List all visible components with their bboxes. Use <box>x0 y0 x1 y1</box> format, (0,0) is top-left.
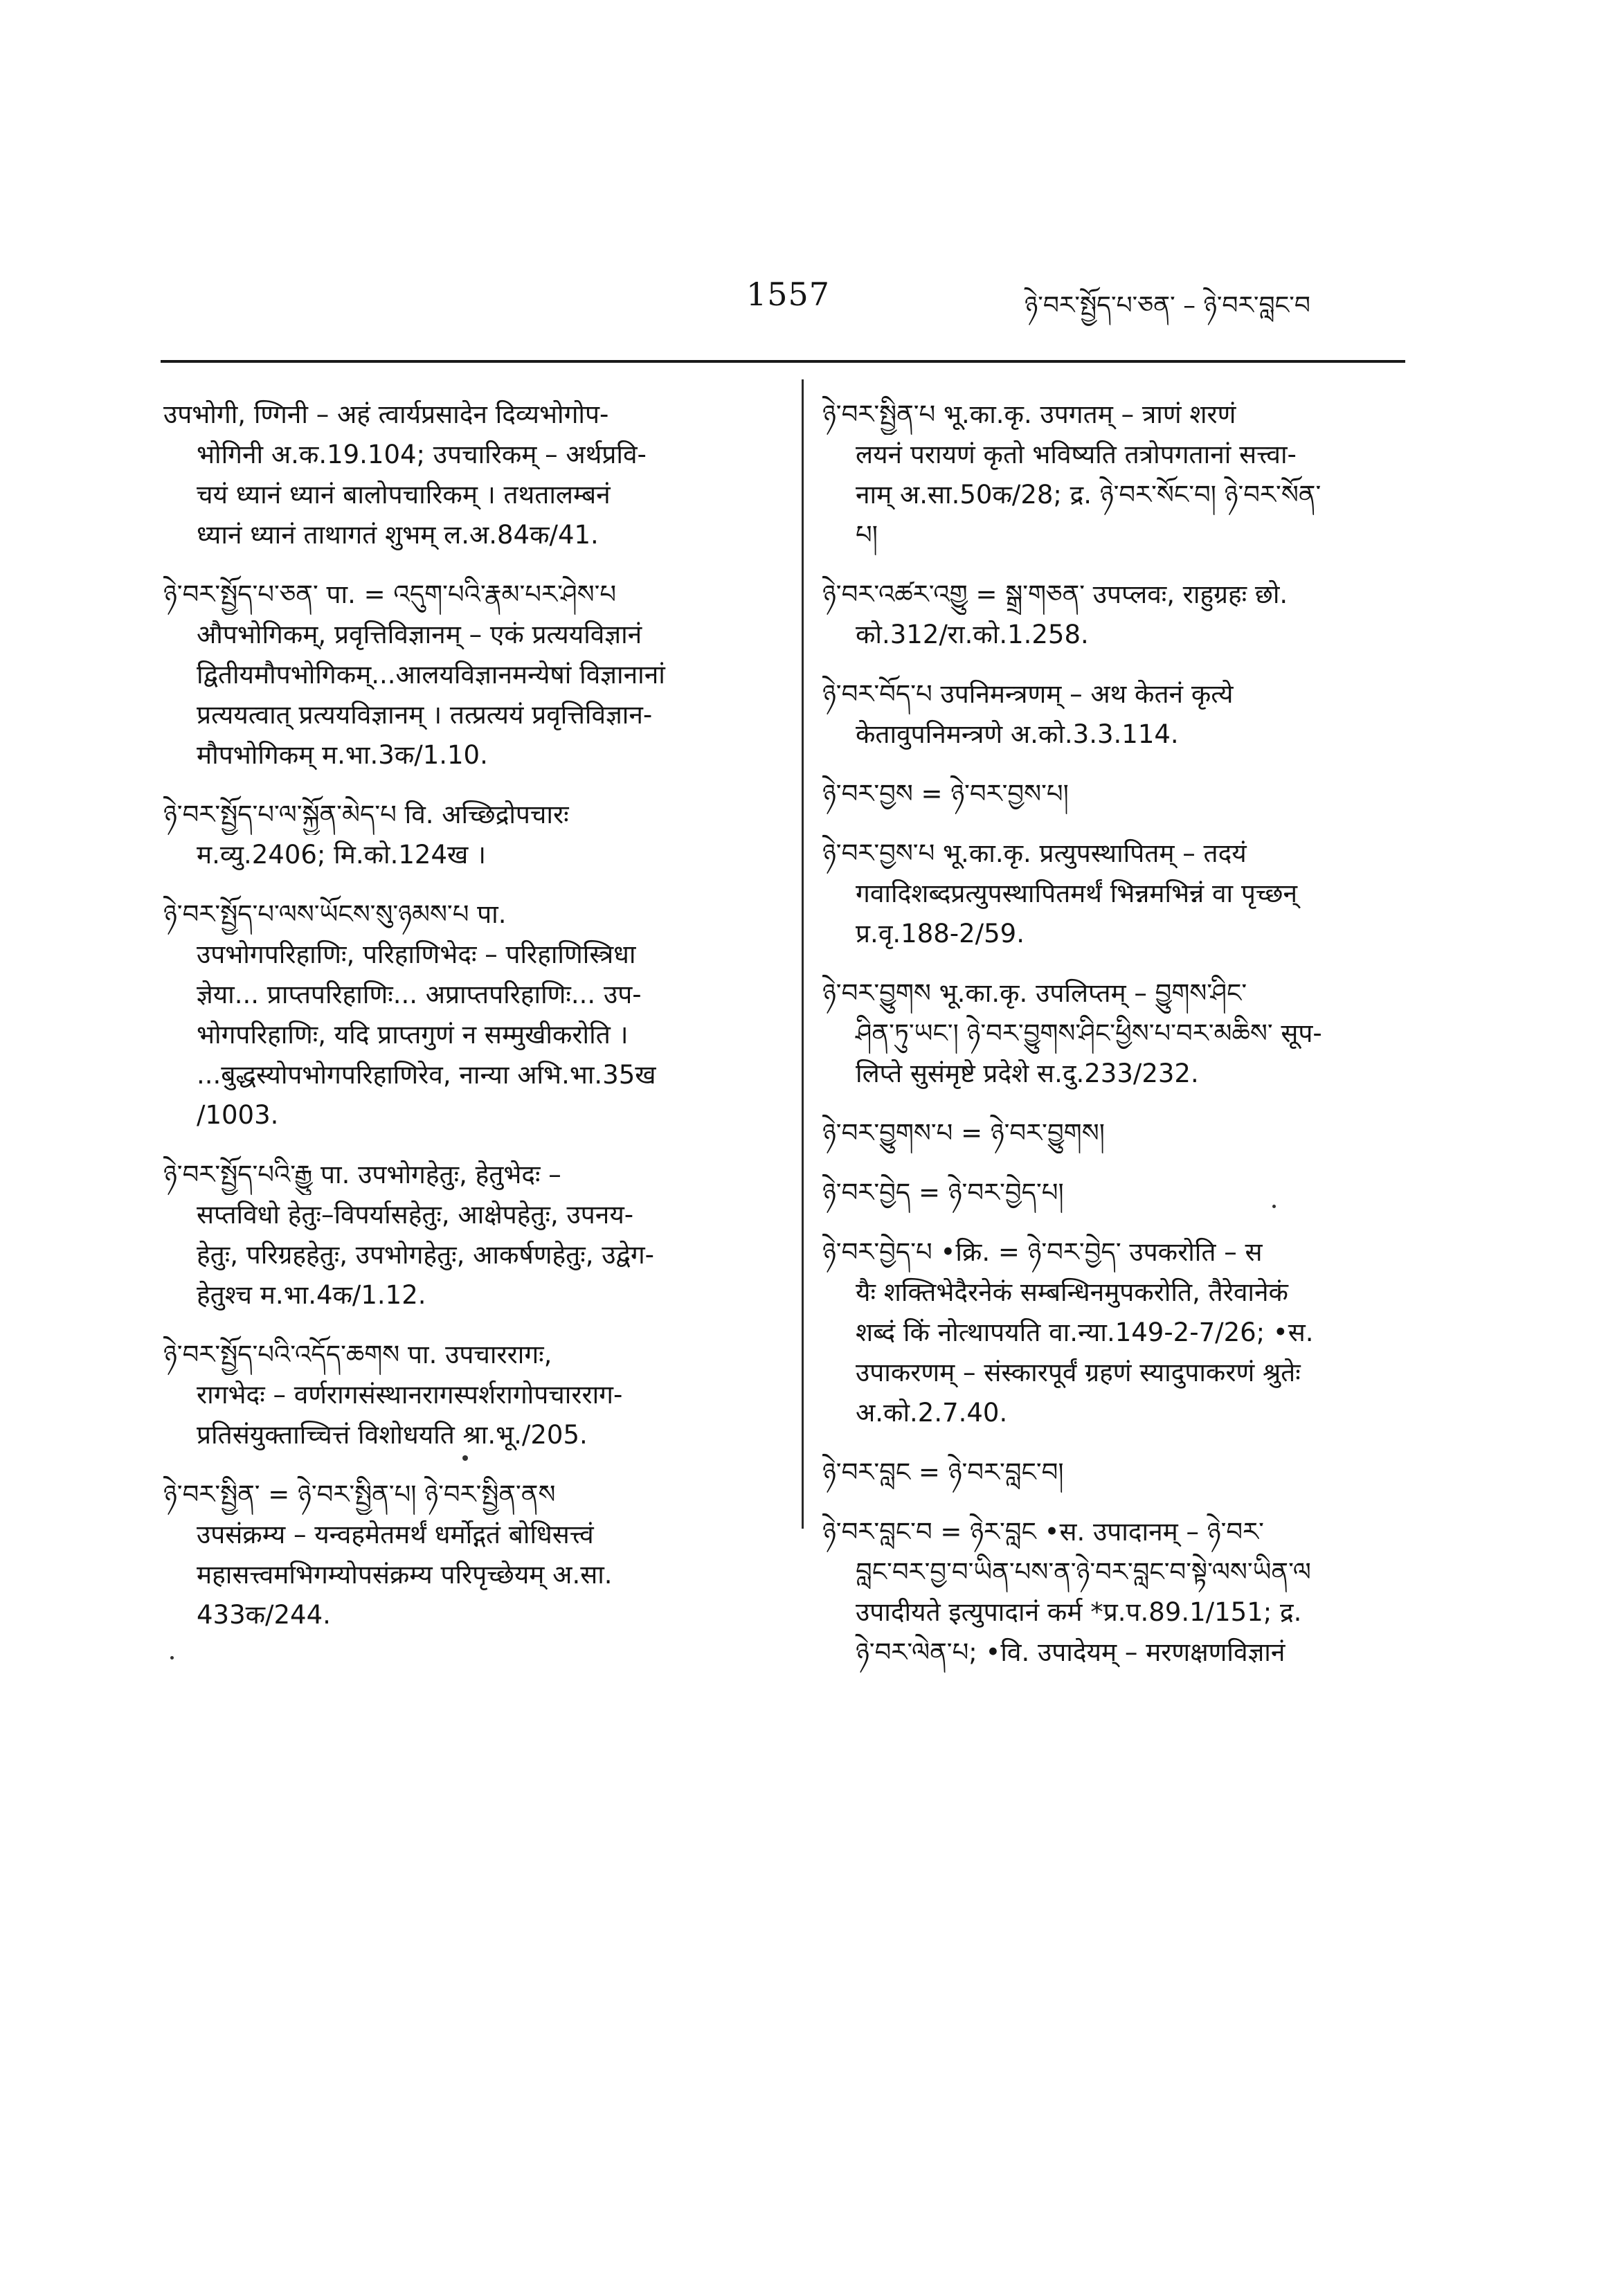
left-column <box>163 395 731 1655</box>
entry-headword-line: ཉེ་བར་སྤྱིན་པ भू.का.कृ. उपगतम् – त्राणं शरणं <box>822 399 1236 429</box>
entry-headword-line: ཉེ་བར་འཚར་འགྱུ = སྒྲ་གཅན་ उपप्लवः, राहुग्रहः छो. <box>822 579 1288 609</box>
entry-line: भोगपरिहाणिः, यदि प्राप्तगुणं न सम्मुखीकरोति । <box>197 1020 629 1050</box>
dictionary-entry <box>822 575 1404 655</box>
entry-headword-line: ཉེ་བར་སྤྱོད་པ་ཅན་ पा. = འདུག་པའི་རྣམ་པར་ཤེས་པ <box>163 579 617 609</box>
entry-line: ཤིན་ཏུ་ཡང་། ཉེ་བར་བྱུགས་ཤིང་ཕྱིས་པ་བར་མཆིས་ सूप- <box>856 1018 1322 1048</box>
entry-line: महासत्त्वमभिगम्योपसंक्रम्य परिपृच्छेयम् अ.सा. <box>197 1560 613 1590</box>
entry-headword-line: ཉེ་བར་སྤྱོད་པ་ལས་ཡོངས་སུ་ཉམས་པ पा. <box>163 899 507 929</box>
column-divider <box>802 379 804 1529</box>
entry-line: केतावुपनिमन्त्रणे अ.को.3.3.114. <box>856 719 1179 749</box>
dictionary-entry <box>822 395 1404 555</box>
entry-line: अ.को.2.7.40. <box>856 1398 1008 1428</box>
dictionary-entry <box>822 973 1404 1094</box>
entry-line: ...बुद्धस्योपभोगपरिहाणिरेव, नान्या अभि.भा.35ख <box>197 1060 656 1090</box>
entry-line: हेतुः, परिग्रहहेतुः, उपभोगहेतुः, आकर्षणहेतुः, उद्वेग- <box>197 1240 654 1270</box>
entry-line: प्र.वृ.188-2/59. <box>856 919 1025 948</box>
entry-headword-line: ཉེ་བར་སྤྱིན་ = ཉེ་བར་སྤྱིན་པ། ཉེ་བར་སྤྱིན་ནས <box>163 1480 556 1509</box>
dictionary-entry <box>822 1232 1404 1433</box>
entry-line: लिप्ते सुसंमृष्टे प्रदेशे स.दु.233/232. <box>856 1059 1199 1088</box>
entry-headword-line: ཉེ་བར་སྤྱོད་པའི་རྒྱུ पा. उपभोगहेतुः, हेतुभेदः – <box>163 1160 561 1189</box>
entry-line: सप्तविधो हेतुः–विपर्यासहेतुः, आक्षेपहेतुः, उपनय- <box>197 1200 634 1230</box>
entry-line: लयनं परायणं कृतो भविष्यति तत्रोपगतानां सत्त्वा- <box>856 440 1297 469</box>
entry-line: नाम् अ.सा.50क/28; द्र. ཉེ་བར་སོང་བ། ཉེ་བར་སོན་ <box>856 480 1321 510</box>
dictionary-entry <box>822 1453 1404 1493</box>
entry-line: हेतुश्च म.भा.4क/1.12. <box>197 1280 426 1310</box>
page-number: 1557 <box>746 276 831 313</box>
entry-headword-line: ཉེ་བར་བླང = ཉེ་བར་བླང་བ། <box>822 1457 1064 1487</box>
dictionary-entry <box>163 1155 731 1315</box>
entry-headword-line: ཉེ་བར་བྱེད་པ •क्रि. = ཉེ་བར་བྱེད་ उपकरोति – स <box>822 1237 1263 1267</box>
stray-dot <box>170 1656 174 1660</box>
entry-headword-line: ཉེ་བར་སྤྱོད་པའི་འདོད་ཆགས पा. उपचाररागः, <box>163 1340 552 1369</box>
running-head: ཉེ་བར་སྤྱོད་པ་ཅན་ – ཉེ་བར་བླང་བ <box>1025 291 1310 320</box>
entry-headword-line: ཉེ་བར་བླང་བ = ཉེར་བླང •स. उपादानम् – ཉེ་བར་ <box>822 1517 1264 1547</box>
header-rule <box>161 360 1405 363</box>
dictionary-entry <box>822 674 1404 755</box>
entry-line: ཉེ་བར་ལེན་པ; •वि. उपादेयम् – मरणक्षणविज्ञानं <box>856 1637 1285 1667</box>
entry-line: उपसंक्रम्य – यन्वहमेतमर्थं धर्मोद्गतं बोधिसत्त्वं <box>197 1520 594 1549</box>
dictionary-entry <box>163 1335 731 1455</box>
entry-headword-line: ཉེ་བར་བྱེད = ཉེ་བར་བྱེད་པ། <box>822 1178 1064 1207</box>
entry-line: པ། <box>856 520 878 550</box>
entry-line: म.व्यु.2406; मि.को.124ख । <box>197 840 487 870</box>
dictionary-entry <box>163 395 731 555</box>
entry-line: मौपभोगिकम् म.भा.3क/1.10. <box>197 740 488 770</box>
entry-line: ज्ञेया... प्राप्तपरिहाणिः... अप्राप्तपरिहाणिः... उप- <box>197 980 642 1009</box>
dictionary-entry <box>163 1475 731 1635</box>
dictionary-entry <box>163 575 731 775</box>
entry-headword-line: ཉེ་བར་བྱུགས་པ = ཉེ་བར་བྱུགས། <box>822 1118 1105 1148</box>
entry-headword-line: ཉེ་བར་བྱུགས भू.का.कृ. उपलिप्तम् – བྱུགས་ཤིང་ <box>822 978 1247 1008</box>
entry-headword-line: ཉེ་བར་སྤྱོད་པ་ལ་སྐྱོན་མེད་པ वि. अच्छिद्रोपचारः <box>163 800 569 829</box>
entry-line: उपभोगपरिहाणिः, परिहाणिभेदः – परिहाणिस्त्रिधा <box>197 939 636 969</box>
entry-line: प्रतिसंयुक्ताच्चित्तं विशोधयति श्रा.भू./205. <box>197 1420 588 1450</box>
entry-headword-line: ཉེ་བར་བོད་པ उपनिमन्त्रणम् – अथ केतनं कृत्ये <box>822 679 1234 709</box>
entry-line: द्वितीयमौपभोगिकम्...आलयविज्ञानमन्येषां विज्ञानानां <box>197 660 665 690</box>
entry-line: रागभेदः – वर्णरागसंस्थानरागस्पर्शरागोपचारराग- <box>197 1380 623 1410</box>
dictionary-entry <box>822 1173 1404 1213</box>
entry-headword-line: ཉེ་བར་བྱས = ཉེ་བར་བྱས་པ། <box>822 779 1069 809</box>
entry-line: प्रत्ययत्वात् प्रत्ययविज्ञानम् । तत्प्रत्ययं प्रवृत्तिविज्ञान- <box>197 700 653 730</box>
dictionary-entry <box>822 1113 1404 1153</box>
stray-dot <box>462 1455 468 1461</box>
entry-line: བླང་བར་བྱ་བ་ཡིན་པས་ན་ཉེ་བར་བླང་བ་སྟེ་ལས་ཡིན་ལ <box>856 1557 1311 1587</box>
entry-line: को.312/रा.को.1.258. <box>856 620 1089 649</box>
dictionary-entry <box>163 894 731 1135</box>
entry-line: भोगिनी अ.क.19.104; उपचारिकम् – अर्थप्रवि- <box>197 440 647 469</box>
stray-dot <box>1272 1205 1276 1208</box>
dictionary-entry <box>163 795 731 875</box>
dictionary-entry <box>822 774 1404 814</box>
entry-line: औपभोगिकम्, प्रवृत्तिविज्ञानम् – एकं प्रत्ययविज्ञानं <box>197 620 642 649</box>
entry-line: /1003. <box>197 1100 279 1130</box>
dictionary-entry <box>822 834 1404 954</box>
entry-line: गवादिशब्दप्रत्युपस्थापितमर्थं भिन्नमभिन्नं वा पृच्छन् <box>856 879 1297 908</box>
entry-line: शब्दं किं नोत्थापयति वा.न्या.149-2-7/26; •स. <box>856 1318 1314 1347</box>
entry-headword-line: ཉེ་བར་བྱས་པ भू.का.कृ. प्रत्युपस्थापितम् – तदयं <box>822 838 1247 868</box>
entry-line: यैः शक्तिभेदैरनेकं सम्बन्धिनमुपकरोति, तैरेवानेकं <box>856 1277 1288 1307</box>
entry-line: उपाकरणम् – संस्कारपूर्वं ग्रहणं स्यादुपाकरणं श्रुतेः <box>856 1358 1301 1387</box>
entry-line: चयं ध्यानं ध्यानं बालोपचारिकम् । तथतालम्बनं <box>197 480 611 510</box>
entry-line: 433क/244. <box>197 1600 331 1630</box>
entry-headword-line: उपभोगी, ण्गिनी – अहं त्वार्यप्रसादेन दिव्यभोगोप- <box>163 399 609 429</box>
entry-line: ध्यानं ध्यानं ताथागतं शुभम् ल.अ.84क/41. <box>197 520 599 550</box>
dictionary-entry <box>822 1512 1404 1673</box>
entry-line: उपादीयते इत्युपादानं कर्म *प्र.प.89.1/151; द्र. <box>856 1597 1302 1627</box>
right-column <box>822 395 1404 1692</box>
